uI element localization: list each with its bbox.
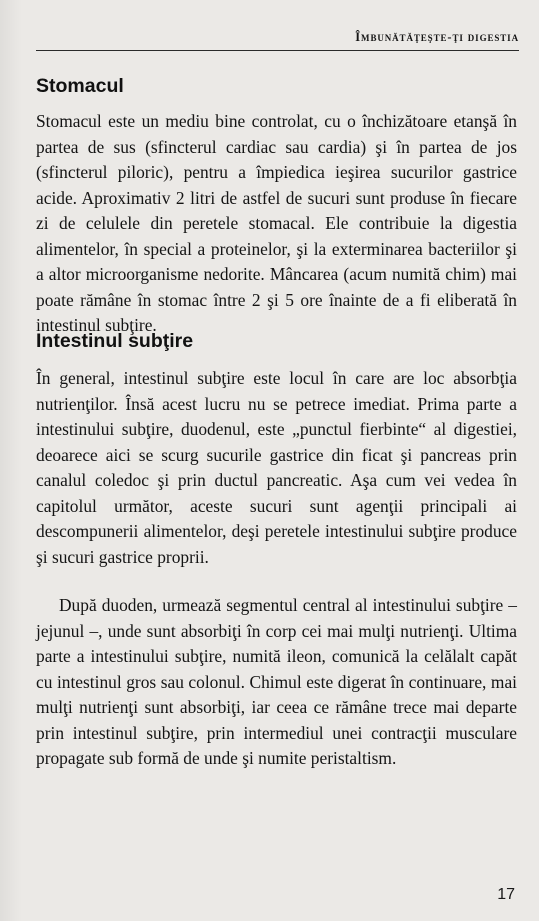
page-number: 17: [497, 886, 515, 903]
section-heading-stomacul: Stomacul: [36, 75, 124, 97]
header-rule: [36, 50, 519, 51]
paragraph-stomacul: Stomacul este un mediu bine controlat, cu o închizătoare etanşă în partea de sus (sfincterul cardiac sau cardia) şi în partea de jos (sfincterul piloric), pentru a împiedica ieşirea sucurilor gastrice acide. Aproximativ 2 litri de astfel de sucuri sunt produse în fiecare zi de celulele din peretele stomacal. Ele contribuie la digestia alimentelor, în special a proteinelor, şi la exterminarea bacteriilor şi a altor microorganisme nedorite. Mâncarea (acum numită chim) mai poate rămâne în stomac între 2 şi 5 ore înainte de a fi eliberată în intestinul subţire.: [36, 111, 517, 335]
running-head: Îmbunătăţeşte-ţi digestia: [355, 30, 519, 44]
paragraph-intestinul-2: După duoden, urmează segmentul central al intestinului subţire – jejunul –, unde sunt absorbiţi în corp cei mai mulţi nutrienţi. Ultima parte a intestinului subţire, numită ileon, comunică la celălalt capăt cu intestinul gros sau colonul. Chimul este digerat în continuare, mai mulţi nutrienţi sunt absorbiţi, iar ceea ce rămâne trece mai departe prin intestinul subţire, prin intermediul unei contracţii musculare propagate sub formă de unde şi numite peristaltism.: [36, 595, 517, 768]
section-heading-intestinul-subtire: Intestinul subţire: [36, 330, 194, 352]
paragraph-intestinul-1: În general, intestinul subţire este locul în care are loc absorbţia nutrienţilor. Însă acest lucru nu se petrece imediat. Prima parte a intestinului subţire, duodenul, este „punctul fierbinte“ al digestiei, deoarece aici se scurg sucurile gastrice din ficat şi pancreas prin canalul coledoc şi prin ductul pancreatic. Aşa cum vei vedea în capitolul următor, aceste sucuri sunt agenţii principali ai descompunerii alimentelor, deşi peretele intestinului subţire produce şi sucuri gastrice proprii.: [36, 368, 517, 567]
